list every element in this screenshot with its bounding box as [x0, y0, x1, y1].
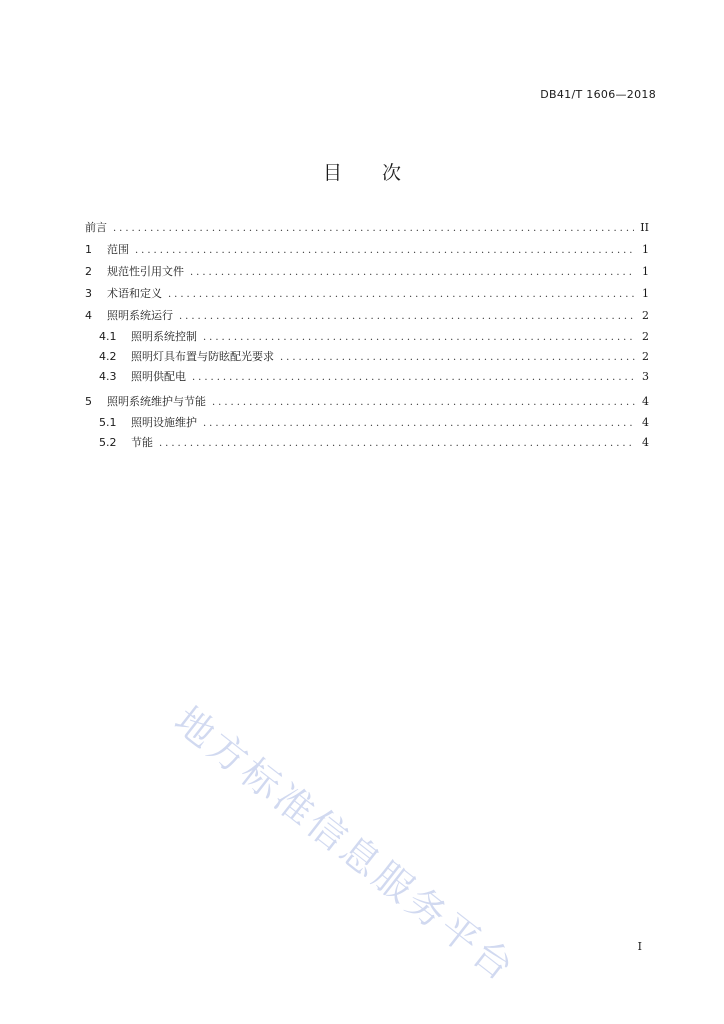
toc-leader-dots — [135, 240, 635, 262]
toc-leader-dots — [212, 392, 635, 414]
toc-leader-dots — [159, 434, 635, 454]
toc-entry-number: 5.2 — [99, 436, 117, 449]
toc-leader-dots — [203, 328, 635, 348]
toc-entry-label: 术语和定义 — [107, 287, 162, 300]
toc-entry-1[interactable] — [85, 239, 649, 261]
toc-entry-label: 照明灯具布置与防眩配光要求 — [131, 350, 274, 363]
toc-entry-5-2[interactable] — [85, 433, 649, 453]
toc-entry-foreword[interactable] — [85, 217, 649, 239]
toc-entry-page: 4 — [642, 395, 649, 408]
watermark: 地方标准信息服务平台 — [166, 697, 525, 992]
toc-leader-dots — [179, 306, 635, 328]
toc-leader-dots — [113, 218, 634, 240]
toc-entry-label: 前言 — [85, 221, 107, 234]
toc-entry-4[interactable] — [85, 305, 649, 327]
table-of-contents — [85, 217, 649, 453]
document-code: DB41/T 1606—2018 — [540, 88, 656, 101]
toc-entry-number: 5 — [85, 395, 92, 408]
toc-entry-page: 2 — [642, 350, 649, 363]
toc-entry-page: 1 — [642, 265, 649, 278]
toc-entry-number: 4 — [85, 309, 92, 322]
toc-entry-4-2[interactable] — [85, 347, 649, 367]
toc-leader-dots — [203, 414, 635, 434]
toc-entry-label: 照明供配电 — [131, 370, 186, 383]
toc-entry-page: 4 — [642, 416, 649, 429]
toc-entry-label: 范围 — [107, 243, 129, 256]
toc-entry-label: 节能 — [131, 436, 153, 449]
toc-heading — [0, 158, 724, 185]
toc-entry-3[interactable] — [85, 283, 649, 305]
toc-entry-page: II — [640, 221, 649, 234]
toc-entry-page: 2 — [642, 309, 649, 322]
toc-entry-page: 1 — [642, 287, 649, 300]
toc-entry-2[interactable] — [85, 261, 649, 283]
toc-leader-dots — [190, 262, 635, 284]
toc-entry-number: 4.2 — [99, 350, 117, 363]
toc-entry-label: 照明系统维护与节能 — [107, 395, 206, 408]
page-number: I — [637, 940, 642, 953]
toc-entry-page: 4 — [642, 436, 649, 449]
toc-leader-dots — [192, 368, 635, 388]
toc-entry-4-3[interactable] — [85, 367, 649, 387]
toc-entry-number: 4.3 — [99, 370, 117, 383]
toc-entry-number: 2 — [85, 265, 92, 278]
toc-entry-label: 照明设施维护 — [131, 416, 197, 429]
toc-entry-number: 1 — [85, 243, 92, 256]
toc-entry-number: 5.1 — [99, 416, 117, 429]
toc-entry-page: 1 — [642, 243, 649, 256]
toc-entry-page: 2 — [642, 330, 649, 343]
toc-entry-page: 3 — [642, 370, 649, 383]
toc-leader-dots — [280, 348, 635, 368]
toc-entry-number: 4.1 — [99, 330, 117, 343]
toc-entry-5-1[interactable] — [85, 413, 649, 433]
toc-entry-5[interactable] — [85, 391, 649, 413]
toc-entry-label: 规范性引用文件 — [107, 265, 184, 278]
toc-entry-4-1[interactable] — [85, 327, 649, 347]
toc-entry-number: 3 — [85, 287, 92, 300]
toc-leader-dots — [168, 284, 635, 306]
toc-entry-label: 照明系统控制 — [131, 330, 197, 343]
toc-heading-part2: 次 — [382, 162, 402, 184]
toc-heading-part1: 目 — [322, 162, 342, 184]
toc-entry-label: 照明系统运行 — [107, 309, 173, 322]
